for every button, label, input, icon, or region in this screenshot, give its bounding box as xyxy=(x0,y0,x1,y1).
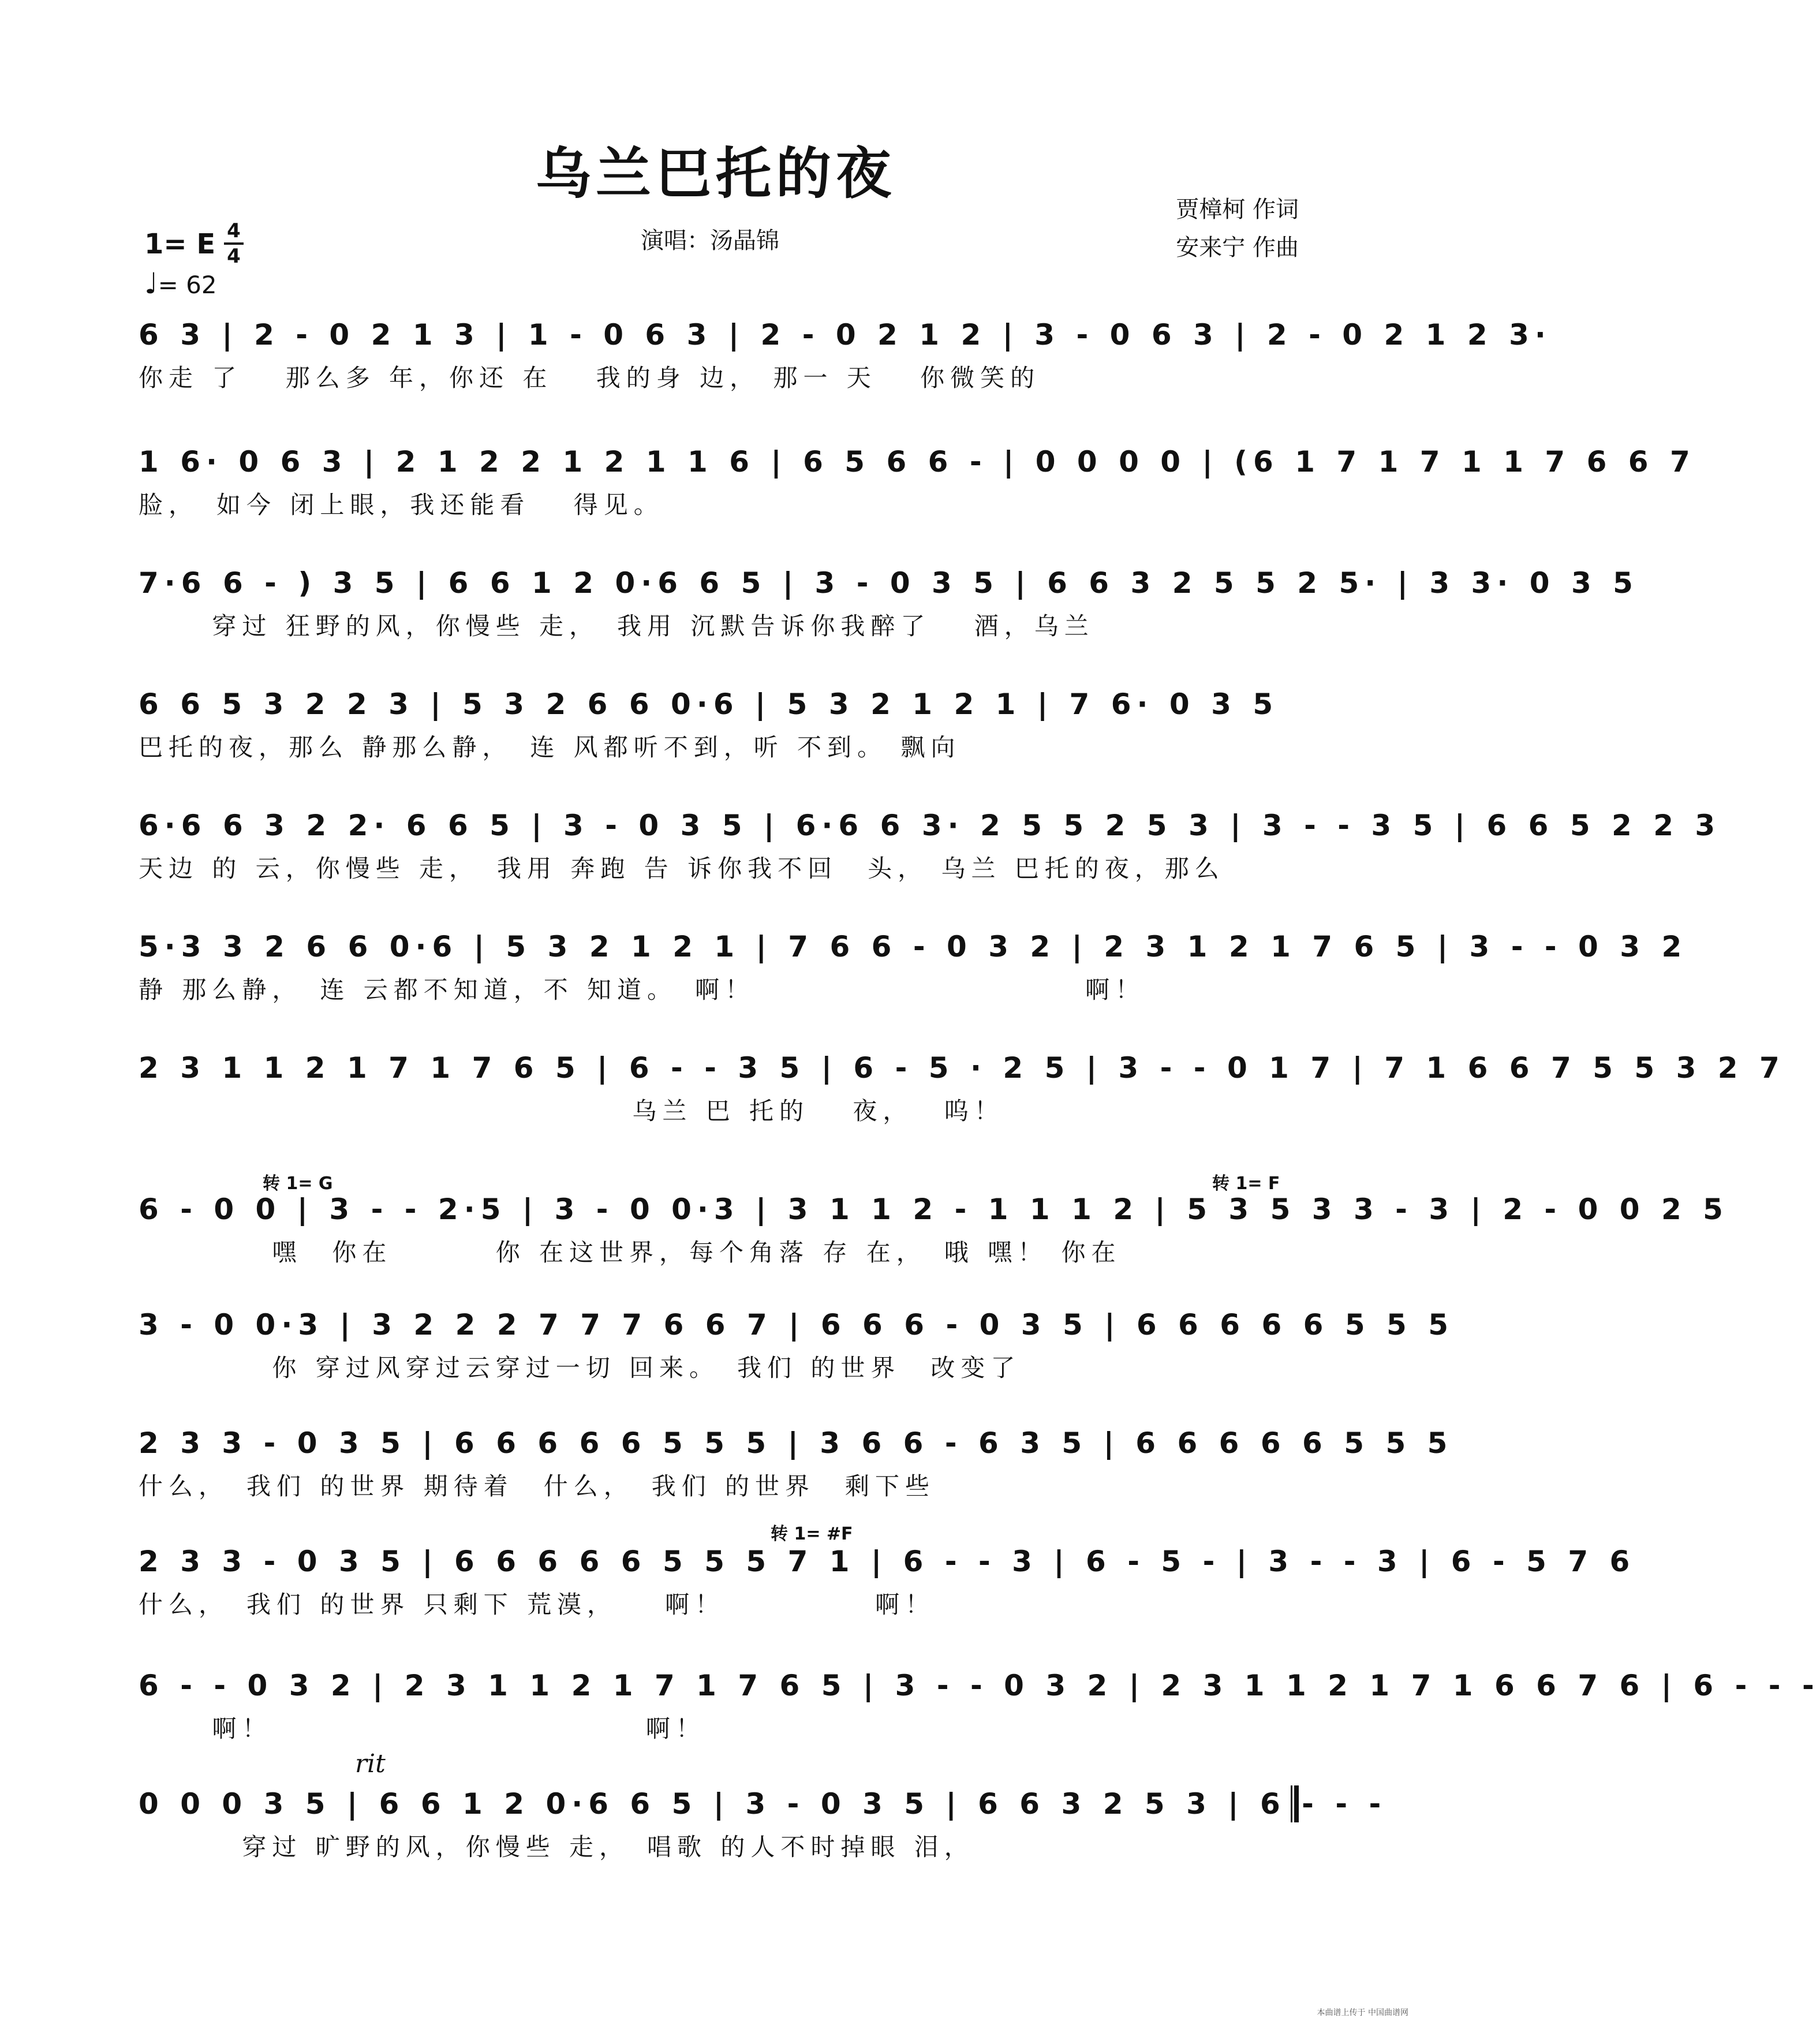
notation-line xyxy=(139,1045,1785,1091)
quarter-note-icon: ♩ xyxy=(144,267,158,300)
lyrics-line: 巴托的夜，那么 静那么静， 连 风都听不到，听 不到。 飘向 xyxy=(139,733,961,761)
key-change-f: 转 1= F xyxy=(1212,1174,1280,1194)
score-system xyxy=(139,312,1552,398)
tempo-marking xyxy=(144,267,217,300)
time-signature xyxy=(224,221,244,267)
lyrics-line: 穿过 旷野的风，你慢些 走， 唱歌 的人不时掉眼 泪， xyxy=(139,1833,974,1861)
lyricist: 贾樟柯 作词 xyxy=(1176,196,1299,223)
score-system xyxy=(139,802,1721,889)
jianpu-notes: 2 3 3 - 0 3 5 | 6 6 6 6 6 5 5 5 | 3 6 6 - 6 3 5 | 6 6 6 6 6 5 5 5 xyxy=(139,1426,1453,1460)
tempo-value: = 62 xyxy=(158,271,217,299)
notation-line xyxy=(139,802,1721,849)
jianpu-notes: 3 - 0 0·3 | 3 2 2 2 7 7 7 6 6 7 | 6 6 6 - 0 3 5 | 6 6 6 6 6 5 5 5 xyxy=(139,1308,1455,1342)
credits xyxy=(1176,190,1299,267)
score-system xyxy=(139,1538,1636,1625)
jianpu-notes: 0 0 0 3 5 | 6 6 1 2 0·6 6 5 | 3 - 0 3 5 | 6 6 3 2 5 3 | 6 - - - xyxy=(139,1787,1387,1821)
notation-line xyxy=(139,681,1299,727)
jianpu-notes: 6 - - 0 3 2 | 2 3 1 1 2 1 7 1 7 6 5 | 3 - - 0 3 2 | 2 3 1 1 2 1 7 1 6 6 7 6 | 6 - - - xyxy=(139,1669,1820,1702)
notation-line xyxy=(139,924,1688,970)
jianpu-notes: 6 3 | 2 - 0 2 1 3 | 1 - 0 6 3 | 2 - 0 2 1 2 | 3 - 0 6 3 | 2 - 0 2 1 2 3· xyxy=(139,318,1552,352)
score-system xyxy=(139,1045,1785,1131)
lyrics-line: 天边 的 云，你慢些 走， 我用 奔跑 告 诉你我不回 头， 乌兰 巴托的夜，那么 xyxy=(139,854,1225,883)
notation-line xyxy=(139,1781,1387,1827)
time-top: 4 xyxy=(227,219,241,242)
score-system xyxy=(139,1781,1387,1867)
notation-line xyxy=(139,1420,1453,1466)
lyrics-line: 脸， 如今 闭上眼，我还能看 得见。 xyxy=(139,491,664,519)
key-change-g: 转 1= G xyxy=(263,1174,333,1194)
composer: 安来宁 作曲 xyxy=(1176,234,1299,261)
score-system xyxy=(139,681,1299,768)
jianpu-notes: 6 - 0 0 | 3 - - 2·5 | 3 - 0 0·3 | 3 1 1 2 - 1 1 1 2 | 5 3 5 3 3 - 3 | 2 - 0 0 2 5 xyxy=(139,1193,1729,1226)
jianpu-notes: 6·6 6 3 2 2· 6 6 5 | 3 - 0 3 5 | 6·6 6 3· 2 5 5 2 5 3 | 3 - - 3 5 | 6 6 5 2 2 3 xyxy=(139,809,1721,842)
singer: 演唱：汤晶锦 xyxy=(641,227,779,254)
ritardando-marking: rit xyxy=(355,1749,386,1779)
song-title: 乌兰巴托的夜 xyxy=(536,141,896,206)
jianpu-notes: 5·3 3 2 6 6 0·6 | 5 3 2 1 2 1 | 7 6 6 - 0 3 2 | 2 3 1 2 1 7 6 5 | 3 - - 0 3 2 xyxy=(139,930,1688,963)
lyrics-line: 乌兰 巴 托的 夜， 呜！ xyxy=(139,1097,1004,1125)
notation-line xyxy=(139,560,1639,606)
notation-line xyxy=(139,439,1696,485)
jianpu-notes: 6 6 5 3 2 2 3 | 5 3 2 6 6 0·6 | 5 3 2 1 2 1 | 7 6· 0 3 5 xyxy=(139,688,1279,721)
jianpu-notes: 2 3 1 1 2 1 7 1 7 6 5 | 6 - - 3 5 | 6 - 5 · 2 5 | 3 - - 0 1 7 | 7 1 6 6 7 5 5 3 2 7 xyxy=(139,1051,1785,1085)
lyrics-line: 啊！ 啊！ xyxy=(139,1714,706,1743)
lyrics-line: 穿过 狂野的风，你慢些 走， 我用 沉默告诉你我醉了 酒，乌兰 xyxy=(139,612,1094,640)
score-system xyxy=(139,560,1639,647)
lyrics-line: 你 穿过风穿过云穿过一切 回来。 我们 的世界 改变了 xyxy=(139,1354,1021,1382)
lyrics-line: 你走 了 那么多 年，你还 在 我的身 边， 那一 天 你微笑的 xyxy=(139,364,1041,392)
jianpu-notes: 1 6· 0 6 3 | 2 1 2 2 1 2 1 1 6 | 6 5 6 6 - | 0 0 0 0 | (6 1 7 1 7 1 1 7 6 6 7 xyxy=(139,445,1696,479)
score-system xyxy=(139,1302,1455,1388)
lyrics-line: 什么， 我们 的世界 期待着 什么， 我们 的世界 剩下些 xyxy=(139,1472,936,1500)
score-system xyxy=(139,439,1696,525)
score-system xyxy=(139,1420,1453,1507)
notation-line xyxy=(139,1302,1455,1348)
notation-line xyxy=(139,1662,1820,1709)
lyrics-line: 静 那么静， 连 云都不知道，不 知道。 啊！ 啊！ xyxy=(139,976,1146,1004)
key-signature: 1= E xyxy=(144,228,216,260)
final-barline xyxy=(1291,1785,1299,1822)
score-system xyxy=(139,1186,1729,1273)
footer-watermark: 本曲谱上传于 中国曲谱网 xyxy=(1317,2008,1408,2017)
lyrics-line: 什么， 我们 的世界 只剩下 荒漠， 啊！ 啊！ xyxy=(139,1590,936,1619)
key-change-fsharp: 转 1= #F xyxy=(771,1524,853,1544)
lyrics-line: 嘿 你在 你 在这世界，每个角落 存 在， 哦 嘿！ 你在 xyxy=(139,1238,1122,1266)
time-bottom: 4 xyxy=(227,245,241,268)
notation-line xyxy=(139,1538,1636,1585)
jianpu-notes: 2 3 3 - 0 3 5 | 6 6 6 6 6 5 5 5 7 1 | 6 - - 3 | 6 - 5 - | 3 - - 3 | 6 - 5 7 6 xyxy=(139,1545,1636,1578)
notation-line xyxy=(139,312,1552,358)
score-system xyxy=(139,924,1688,1010)
jianpu-notes: 7·6 6 - ) 3 5 | 6 6 1 2 0·6 6 5 | 3 - 0 3 5 | 6 6 3 2 5 5 2 5· | 3 3· 0 3 5 xyxy=(139,566,1639,600)
score-system xyxy=(139,1662,1820,1749)
